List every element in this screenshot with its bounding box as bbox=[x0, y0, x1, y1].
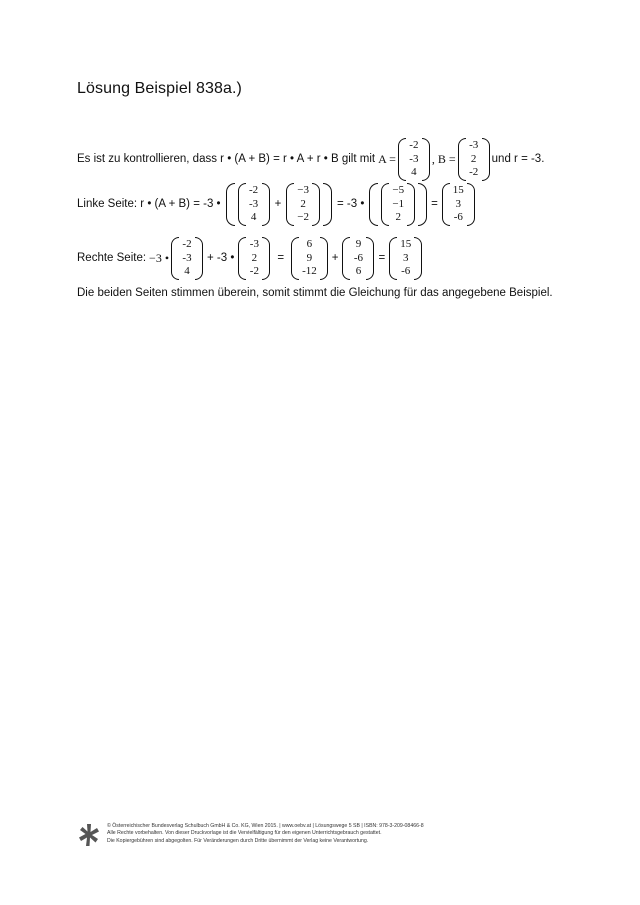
result-vector: 15 3 -6 bbox=[389, 237, 422, 280]
equals-sign: = bbox=[277, 252, 285, 265]
equals-sign: = bbox=[378, 252, 386, 265]
footer-text bbox=[107, 823, 424, 845]
publisher-logo-icon bbox=[78, 823, 100, 847]
logo-shape bbox=[79, 824, 99, 846]
check-statement bbox=[77, 138, 544, 181]
fees-line: Die Kopiergebühren sind abgegolten. Für Veränderungen durch Dritte übernimmt der Verlag keine Verantwortung. bbox=[107, 837, 369, 844]
scaled-b-vector: 9 -6 6 bbox=[342, 237, 374, 280]
left-side-label: Linke Seite: r • (A + B) = -3 • bbox=[77, 198, 221, 211]
outer-sum-result bbox=[369, 183, 427, 226]
equals-coef: = -3 • bbox=[337, 198, 365, 211]
rights-line: Alle Rechte vorbehalten. Von dieser Druckvorlage ist die Vervielfältigung für den eigenen Unterrichtsgebrauch gestattet. bbox=[107, 830, 382, 837]
vector-a: -2 -3 4 bbox=[398, 138, 430, 181]
vector-a: -2 -3 4 bbox=[238, 183, 270, 226]
statement-text: Es ist zu kontrollieren, dass r • (A + B) = r • A + r • B gilt mit bbox=[77, 153, 376, 166]
outer-sum-vector bbox=[226, 183, 332, 226]
vector-a: -2 -3 4 bbox=[171, 237, 203, 280]
copyright-line: © Österreichischer Bundesverlag Schulbuch GmbH & Co. KG, Wien 2015. | www.oebv.at | Lösungswege 5 SB | ISBN: 978-3-209-08466-8 bbox=[107, 823, 424, 829]
scaled-a-vector: 6 9 -12 bbox=[291, 237, 328, 280]
vector-b-label: , B = bbox=[431, 151, 456, 166]
plus-coef: + -3 • bbox=[207, 252, 235, 265]
vector-b: -3 2 -2 bbox=[458, 138, 490, 181]
conclusion-text: Die beiden Seiten stimmen überein, somit stimmt die Gleichung für das angegebene Beispiel. bbox=[77, 287, 553, 299]
scalar-r-text: und r = -3. bbox=[491, 153, 545, 166]
equals-sign: = bbox=[431, 198, 438, 211]
solution-title: Lösung Beispiel 838a.) bbox=[77, 80, 242, 97]
vector-b: −3 2 −2 bbox=[286, 183, 320, 226]
result-vector: 15 3 -6 bbox=[442, 183, 475, 226]
sum-vector: −5 −1 2 bbox=[381, 183, 415, 226]
scalar-coef: −3 • bbox=[149, 250, 170, 265]
right-side-equation bbox=[77, 237, 424, 280]
plus-sign: + bbox=[274, 198, 282, 211]
left-side-equation bbox=[77, 183, 477, 226]
vector-b: -3 2 -2 bbox=[238, 237, 270, 280]
plus-sign: + bbox=[331, 252, 339, 265]
vector-a-label: A = bbox=[378, 151, 396, 166]
right-side-label: Rechte Seite: bbox=[77, 252, 147, 265]
